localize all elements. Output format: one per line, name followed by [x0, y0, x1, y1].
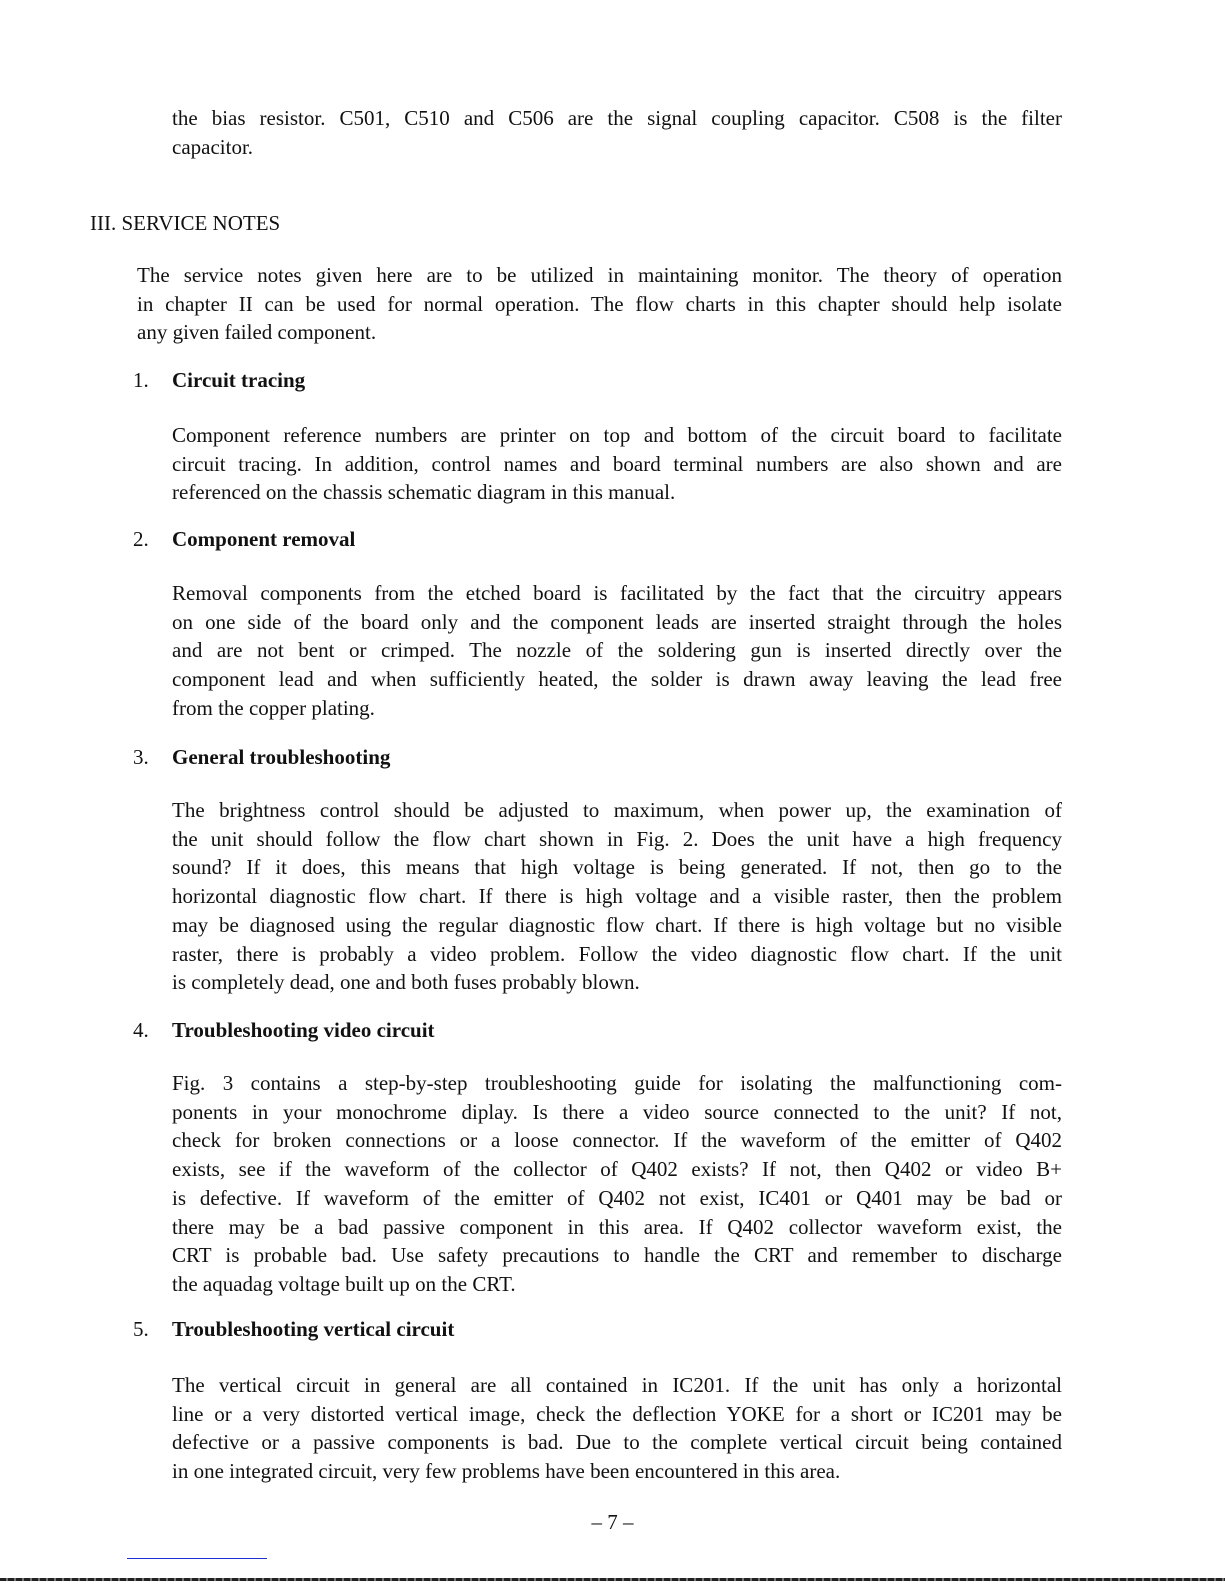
paragraph-p2 [172, 579, 1062, 723]
text-line: the aquadag voltage built up on the CRT. [172, 1271, 516, 1296]
subsection-title: Circuit tracing [172, 368, 306, 392]
section-title: SERVICE NOTES [121, 211, 281, 235]
text-line: sound? If it does, this means that high voltage is being generated. If not, then go to the [172, 855, 1062, 880]
text-line: The brightness control should be adjusted to maximum, when power up, the examination of [172, 798, 1062, 822]
text-line: line or a very distorted vertical image, check the deflection YOKE for a short or IC201 may be [172, 1401, 1062, 1426]
text-line: Fig. 3 contains a step-by-step troubleshooting guide for isolating the malfunctioning com- [172, 1071, 1062, 1095]
paragraph-p5 [172, 1371, 1062, 1486]
paragraph-p1 [172, 421, 1062, 507]
subsection-number: 4. [133, 1018, 149, 1042]
paragraph-p4 [172, 1069, 1062, 1299]
text-line: circuit tracing. In addition, control names and board terminal numbers are also shown and are [172, 451, 1062, 476]
text-line: from the copper plating. [172, 695, 375, 720]
page-bottom-rule [0, 1578, 1225, 1581]
text-line: component lead and when sufficiently heated, the solder is drawn away leaving the lead free [172, 667, 1062, 692]
text-line: any given failed component. [137, 320, 377, 345]
text-line: The vertical circuit in general are all contained in IC201. If the unit has only a horizontal [172, 1373, 1062, 1397]
paragraph-p3 [137, 261, 1062, 347]
subsection-title: Component removal [172, 527, 356, 551]
text-line: defective or a passive components is bad. Due to the complete vertical circuit being contained [172, 1430, 1062, 1455]
subsection-number: 1. [133, 368, 149, 392]
text-line: the unit should follow the flow chart shown in Fig. 2. Does the unit have a high frequency [172, 826, 1062, 851]
text-line: the bias resistor. C501, C510 and C506 are the signal coupling capacitor. C508 is the filter [172, 106, 1062, 130]
section-heading [90, 211, 280, 236]
section-number: III. [90, 211, 117, 235]
subsection-number: 3. [133, 745, 149, 769]
text-line: Component reference numbers are printer on top and bottom of the circuit board to facilitate [172, 423, 1062, 447]
text-line: raster, there is probably a video problem. Follow the video diagnostic flow chart. If the unit [172, 941, 1062, 966]
subsection-number: 2. [133, 527, 149, 551]
text-line: is completely dead, one and both fuses probably blown. [172, 970, 640, 995]
text-line: horizontal diagnostic flow chart. If there is high voltage and a visible raster, then the problem [172, 884, 1062, 909]
text-line: capacitor. [172, 134, 254, 159]
subsection-title: Troubleshooting video circuit [172, 1018, 435, 1042]
text-line: Removal components from the etched board is facilitated by the fact that the circuitry appears [172, 581, 1062, 605]
text-line: and are not bent or crimped. The nozzle of the soldering gun is inserted directly over the [172, 638, 1062, 663]
text-line: there may be a bad passive component in this area. If Q402 collector waveform exist, the [172, 1214, 1062, 1239]
text-line: is defective. If waveform of the emitter of Q402 not exist, IC401 or Q401 may be bad or [172, 1185, 1062, 1210]
paragraph-p0 [172, 104, 1062, 161]
text-line: may be diagnosed using the regular diagnostic flow chart. If there is high voltage but no visible [172, 912, 1062, 937]
text-line: CRT is probable bad. Use safety precautions to handle the CRT and remember to discharge [172, 1243, 1062, 1268]
paragraph-p3b [172, 796, 1062, 997]
link-underline [127, 1558, 267, 1559]
text-line: check for broken connections or a loose connector. If the waveform of the emitter of Q402 [172, 1128, 1062, 1153]
text-line: exists, see if the waveform of the collector of Q402 exists? If not, then Q402 or video B+ [172, 1157, 1062, 1182]
subsection-title: Troubleshooting vertical circuit [172, 1317, 455, 1341]
text-line: The service notes given here are to be utilized in maintaining monitor. The theory of operation [137, 263, 1062, 287]
page-number: – 7 – [591, 1510, 634, 1534]
text-line: in chapter II can be used for normal operation. The flow charts in this chapter should help isolate [137, 291, 1062, 316]
subsection-number: 5. [133, 1317, 149, 1341]
text-line: referenced on the chassis schematic diagram in this manual. [172, 480, 676, 505]
text-line: ponents in your monochrome diplay. Is there a video source connected to the unit? If not, [172, 1099, 1062, 1124]
text-line: in one integrated circuit, very few problems have been encountered in this area. [172, 1459, 841, 1484]
subsection-title: General troubleshooting [172, 745, 391, 769]
text-line: on one side of the board only and the component leads are inserted straight through the holes [172, 609, 1062, 634]
